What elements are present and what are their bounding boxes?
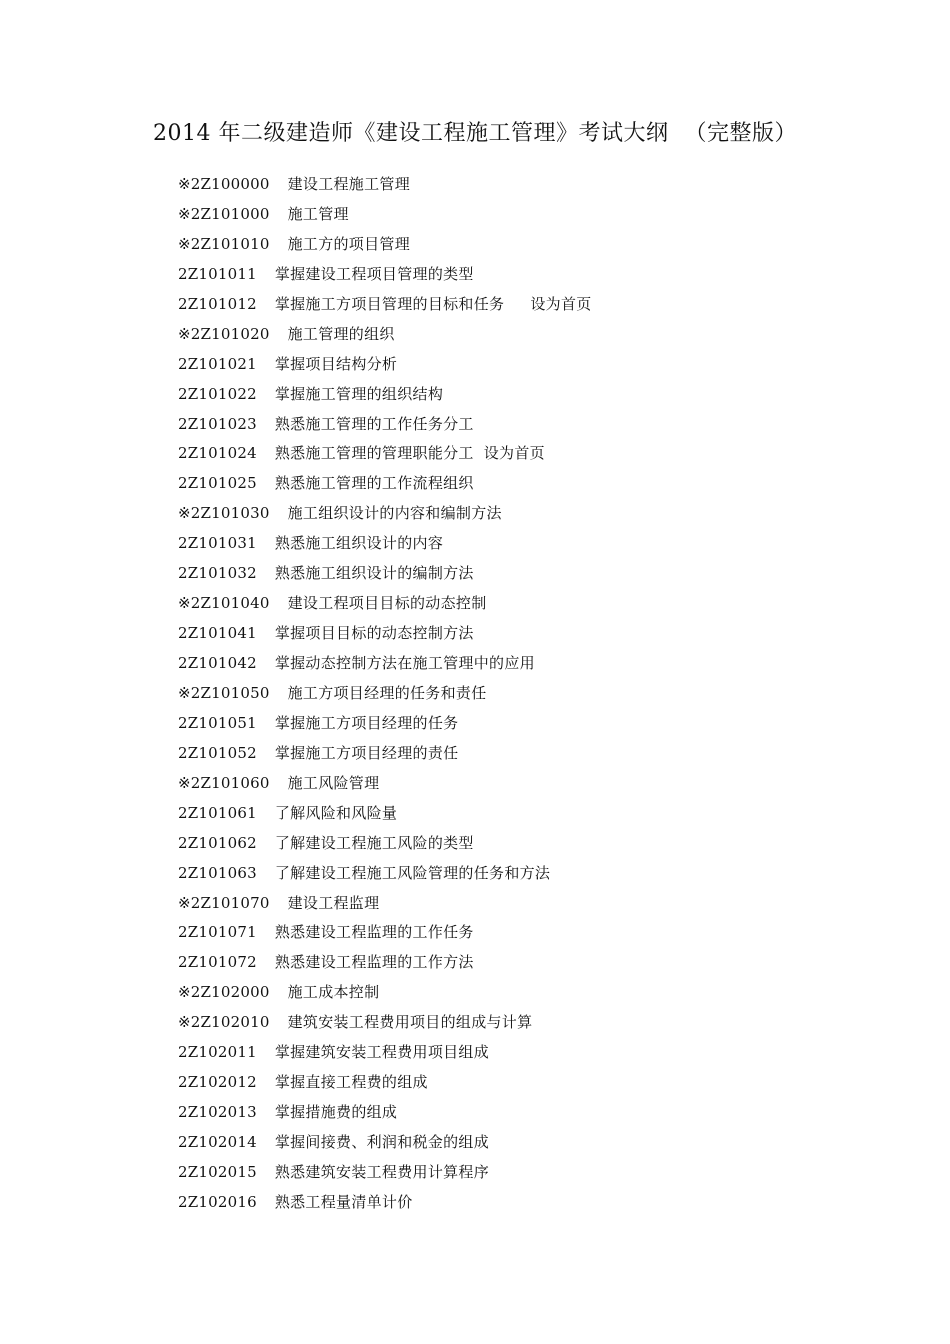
outline-code: 2Z102014 xyxy=(178,1133,257,1151)
outline-code: ※2Z102010 xyxy=(178,1013,270,1032)
outline-text: 掌握间接费、利润和税金的组成 xyxy=(274,1133,490,1151)
outline-item xyxy=(178,829,898,859)
outline-code: 2Z101041 xyxy=(178,624,257,643)
outline-item xyxy=(178,1068,898,1098)
outline-code: ※2Z101000 xyxy=(178,204,270,223)
outline-text: 施工管理 xyxy=(287,204,349,223)
outline-text: 熟悉施工组织设计的内容 xyxy=(274,534,444,553)
outline-text: 了解建设工程施工风险的类型 xyxy=(274,833,474,852)
outline-item xyxy=(178,709,898,739)
outline-code: 2Z101024 xyxy=(178,444,257,463)
outline-code: 2Z102015 xyxy=(178,1162,257,1181)
outline-text: 熟悉建设工程监理的工作方法 xyxy=(274,953,474,972)
outline-item xyxy=(178,1188,898,1218)
outline-item xyxy=(178,290,898,320)
outline-code: ※2Z102000 xyxy=(178,983,270,1002)
outline-code: 2Z101072 xyxy=(178,953,257,972)
outline-code: 2Z101021 xyxy=(178,354,257,373)
outline-code: ※2Z101070 xyxy=(178,893,270,912)
outline-item xyxy=(178,918,898,948)
title-main: 2014 年二级建造师《建设工程施工管理》考试大纲 xyxy=(153,121,669,146)
outline-code: 2Z101061 xyxy=(178,803,257,822)
outline-item xyxy=(178,948,898,978)
outline-code: 2Z102012 xyxy=(178,1073,257,1092)
outline-code: ※2Z100000 xyxy=(178,175,270,193)
outline-item xyxy=(178,260,898,290)
outline-code: 2Z101012 xyxy=(178,294,257,313)
document-title xyxy=(0,118,950,150)
outline-text: 施工方项目经理的任务和责任 xyxy=(287,683,487,702)
outline-text: 建设工程施工管理 xyxy=(287,175,411,193)
outline-item xyxy=(178,469,898,499)
outline-code: 2Z101032 xyxy=(178,564,257,583)
outline-text: 施工方的项目管理 xyxy=(287,234,411,253)
outline-text: 掌握建筑安装工程费用项目组成 xyxy=(274,1043,490,1062)
outline-text: 掌握措施费的组成 xyxy=(274,1103,398,1122)
outline-item xyxy=(178,200,898,230)
outline-code: ※2Z101050 xyxy=(178,683,270,702)
outline-text: 掌握施工方项目经理的责任 xyxy=(274,743,459,762)
outline-item xyxy=(178,1128,898,1158)
outline-item xyxy=(178,410,898,440)
outline-item xyxy=(178,1038,898,1068)
outline-item xyxy=(178,859,898,889)
outline-list xyxy=(178,170,898,1218)
outline-text: 施工成本控制 xyxy=(287,983,380,1002)
outline-text: 掌握建设工程项目管理的类型 xyxy=(274,264,474,283)
outline-code: 2Z101011 xyxy=(178,264,257,283)
outline-code: 2Z101042 xyxy=(178,654,257,672)
outline-code: ※2Z101040 xyxy=(178,594,270,613)
outline-item xyxy=(178,589,898,619)
outline-text: 熟悉施工组织设计的编制方法 xyxy=(274,564,474,583)
outline-text: 掌握施工方项目管理的目标和任务 xyxy=(274,294,505,313)
outline-item xyxy=(178,1158,898,1188)
outline-text: 熟悉施工管理的工作流程组织 xyxy=(274,474,474,493)
outline-text: 施工风险管理 xyxy=(287,773,380,792)
outline-code: 2Z101052 xyxy=(178,743,257,762)
outline-text: 施工管理的组织 xyxy=(287,324,395,343)
outline-text: 熟悉建设工程监理的工作任务 xyxy=(274,923,474,942)
outline-text: 了解建设工程施工风险管理的任务和方法 xyxy=(274,863,551,882)
outline-code: 2Z101031 xyxy=(178,534,257,553)
outline-text: 熟悉施工管理的工作任务分工 xyxy=(274,414,474,433)
outline-item xyxy=(178,889,898,919)
outline-code: 2Z101025 xyxy=(178,474,257,493)
outline-code: 2Z101062 xyxy=(178,833,257,852)
outline-item xyxy=(178,380,898,410)
outline-item xyxy=(178,529,898,559)
outline-code: 2Z101051 xyxy=(178,713,257,732)
outline-code: 2Z101063 xyxy=(178,863,257,882)
outline-item xyxy=(178,1098,898,1128)
outline-item xyxy=(178,799,898,829)
outline-code: 2Z102016 xyxy=(178,1192,257,1211)
outline-code: ※2Z101020 xyxy=(178,324,270,343)
outline-text: 建设工程项目目标的动态控制 xyxy=(287,594,487,613)
set-homepage-link[interactable]: 设为首页 xyxy=(483,444,545,463)
outline-item xyxy=(178,679,898,709)
outline-text: 熟悉施工管理的管理职能分工 xyxy=(274,444,474,463)
outline-text: 掌握动态控制方法在施工管理中的应用 xyxy=(274,654,535,672)
outline-code: 2Z101071 xyxy=(178,923,257,942)
outline-item xyxy=(178,320,898,350)
outline-text: 掌握施工方项目经理的任务 xyxy=(274,713,459,732)
outline-code: 2Z102011 xyxy=(178,1043,257,1062)
outline-text: 熟悉工程量清单计价 xyxy=(274,1192,413,1211)
title-suffix: （完整版） xyxy=(684,121,797,146)
outline-text: 建筑安装工程费用项目的组成与计算 xyxy=(287,1013,533,1032)
outline-text: 建设工程监理 xyxy=(287,893,380,912)
outline-item xyxy=(178,619,898,649)
outline-item xyxy=(178,769,898,799)
outline-text: 掌握直接工程费的组成 xyxy=(274,1073,428,1092)
outline-item xyxy=(178,739,898,769)
set-homepage-link[interactable]: 设为首页 xyxy=(530,294,592,313)
outline-item xyxy=(178,170,898,200)
outline-text: 掌握项目结构分析 xyxy=(274,354,398,373)
outline-text: 掌握施工管理的组织结构 xyxy=(274,384,444,403)
outline-text: 施工组织设计的内容和编制方法 xyxy=(287,504,502,523)
outline-item xyxy=(178,1008,898,1038)
outline-code: 2Z102013 xyxy=(178,1103,257,1122)
outline-item xyxy=(178,499,898,529)
outline-code: ※2Z101060 xyxy=(178,773,270,792)
outline-code: ※2Z101030 xyxy=(178,504,270,523)
outline-text: 熟悉建筑安装工程费用计算程序 xyxy=(274,1162,490,1181)
outline-item xyxy=(178,439,898,469)
outline-item xyxy=(178,230,898,260)
outline-code: 2Z101023 xyxy=(178,414,257,433)
outline-code: ※2Z101010 xyxy=(178,234,270,253)
outline-item xyxy=(178,978,898,1008)
outline-text: 了解风险和风险量 xyxy=(274,803,398,822)
outline-code: 2Z101022 xyxy=(178,384,257,403)
outline-item xyxy=(178,350,898,380)
outline-text: 掌握项目目标的动态控制方法 xyxy=(274,624,474,643)
outline-item xyxy=(178,649,898,679)
outline-item xyxy=(178,559,898,589)
